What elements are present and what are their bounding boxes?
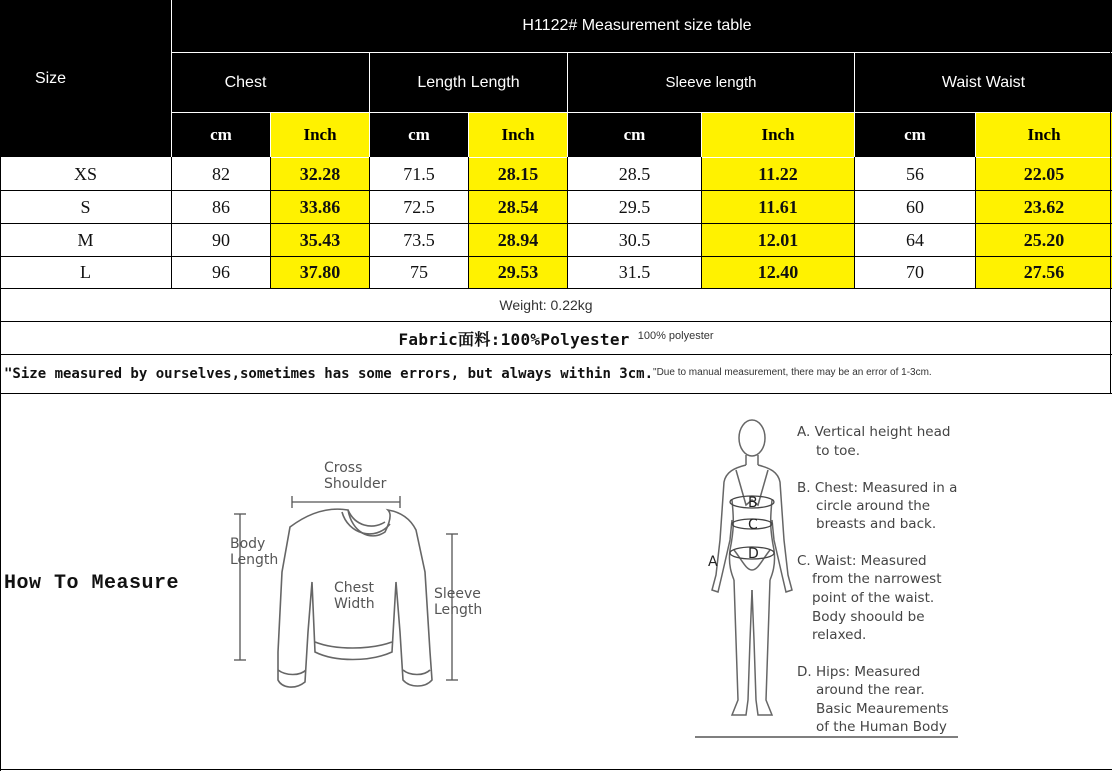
row-divider — [0, 393, 1112, 394]
instruction-d-4: of the Human Body — [816, 719, 947, 735]
garment-diagram — [220, 452, 520, 712]
label-sleeve: Sleeve — [434, 586, 481, 602]
table-cell: 90 — [212, 229, 230, 250]
table-cell: 29.53 — [497, 262, 539, 282]
table-cell: 11.22 — [758, 163, 798, 184]
instruction-c-4: Body shoould be — [812, 609, 925, 625]
group-label-waist: Waist Waist — [941, 73, 1026, 91]
instruction-d-2: around the rear. — [816, 682, 925, 698]
col-divider — [975, 157, 976, 289]
group-label-sleeve: Sleeve length — [665, 74, 757, 91]
group-label-chest: Chest — [224, 73, 267, 91]
row-divider — [0, 256, 1112, 257]
instruction-b-3: breasts and back. — [816, 516, 937, 532]
table-cell: 33.86 — [299, 196, 341, 217]
unit-inch-waist: Inch — [976, 113, 1112, 157]
col-divider — [854, 157, 855, 289]
body-diagram — [690, 410, 970, 740]
table-cell: 82 — [212, 163, 230, 184]
col-divider — [468, 157, 469, 289]
table-cell: 28.5 — [618, 163, 651, 184]
row-divider — [0, 190, 1112, 191]
size-note-small: "Due to manual measurement, there may be an error of 1-3cm. — [653, 366, 932, 378]
col-divider — [567, 157, 568, 289]
col-divider — [701, 157, 702, 289]
table-cell: 27.56 — [1023, 262, 1065, 282]
label-shoulder: Shoulder — [324, 476, 387, 492]
instruction-c-5: relaxed. — [812, 627, 867, 643]
unit-cm-sleeve: cm — [568, 113, 701, 157]
size-header-label: Size — [34, 69, 67, 87]
table-row-size: M — [77, 229, 94, 250]
table-cell: 71.5 — [403, 163, 435, 184]
table-title-cell — [172, 0, 1112, 52]
table-cell: 56 — [906, 163, 924, 184]
table-cell: 31.5 — [618, 262, 651, 282]
group-header-chest — [172, 53, 369, 112]
instruction-d-3: Basic Meaurements — [816, 701, 949, 717]
table-cell: 12.40 — [757, 262, 799, 282]
table-cell: 28.15 — [497, 163, 539, 184]
col-divider — [270, 157, 271, 289]
group-header-waist — [855, 53, 1112, 112]
table-cell: 35.43 — [299, 229, 341, 250]
table-cell: 25.20 — [1023, 229, 1065, 250]
unit-inch-length: Inch — [469, 113, 567, 157]
unit-inch-chest: Inch — [271, 113, 369, 157]
table-cell: 23.62 — [1023, 196, 1065, 217]
table-cell: 28.54 — [497, 196, 539, 217]
instruction-b-1: B. Chest: Measured in a — [797, 480, 958, 496]
table-row-size: XS — [73, 163, 97, 184]
unit-cm-length: cm — [370, 113, 468, 157]
table-cell: 12.01 — [757, 229, 799, 250]
table-cell: 28.94 — [497, 229, 539, 250]
instruction-c-1: C. Waist: Measured — [797, 553, 927, 569]
col-divider — [369, 157, 370, 289]
table-row-size: S — [80, 196, 91, 217]
instruction-a-2: to toe. — [816, 443, 860, 459]
instruction-a-1: A. Vertical height head — [797, 424, 951, 440]
table-cell: 64 — [906, 229, 924, 250]
fabric-text: Fabric面料:100%Polyester — [398, 329, 630, 349]
marker-c: C — [748, 517, 758, 533]
instruction-b-2: circle around the — [816, 498, 931, 514]
table-cell: 75 — [410, 262, 428, 282]
table-cell: 60 — [906, 196, 924, 217]
marker-d: D — [748, 546, 759, 562]
col-divider — [171, 157, 172, 289]
table-row-size: L — [80, 262, 91, 282]
row-divider — [0, 223, 1112, 224]
table-cell: 22.05 — [1023, 163, 1065, 184]
size-header-cell — [0, 0, 171, 157]
fabric-note: 100% polyester — [637, 330, 714, 342]
group-header-sleeve — [568, 53, 854, 112]
col-divider — [0, 157, 1, 289]
fabric-row — [0, 322, 1112, 354]
table-cell: 29.5 — [618, 196, 651, 217]
table-cell: 96 — [212, 262, 230, 282]
unit-cm-waist: cm — [855, 113, 975, 157]
label-chest: Chest — [334, 580, 375, 596]
unit-inch-sleeve: Inch — [702, 113, 854, 157]
weight-row — [0, 289, 1112, 321]
how-to-measure-title: How To Measure — [4, 572, 180, 595]
size-note-text: "Size measured by ourselves,sometimes has some errors, but always within 3cm. — [4, 366, 654, 382]
unit-cm-chest: cm — [172, 113, 270, 157]
label-sleeve-length: Length — [434, 602, 483, 618]
outer-border — [0, 769, 1112, 770]
table-cell: 37.80 — [299, 262, 341, 282]
label-length: Length — [230, 552, 279, 568]
table-cell: 86 — [212, 196, 230, 217]
weight-text: Weight: 0.22kg — [499, 297, 593, 313]
instruction-d-1: D. Hips: Measured — [797, 664, 921, 680]
marker-a: A — [708, 554, 718, 570]
label-width: Width — [334, 596, 375, 612]
marker-b: B — [748, 495, 758, 511]
table-cell: 32.28 — [299, 163, 341, 184]
size-note-row — [4, 355, 1110, 393]
instruction-c-3: point of the waist. — [812, 590, 935, 606]
group-header-length — [370, 53, 567, 112]
group-label-length: Length Length — [417, 73, 520, 91]
table-title: H1122# Measurement size table — [522, 17, 752, 34]
table-cell: 73.5 — [403, 229, 435, 250]
table-cell: 11.61 — [758, 196, 798, 217]
label-cross: Cross — [324, 460, 363, 476]
outer-border — [0, 289, 1, 771]
label-body: Body — [230, 536, 266, 552]
table-cell: 72.5 — [403, 196, 435, 217]
instruction-c-2: from the narrowest — [812, 571, 942, 587]
table-cell: 70 — [906, 262, 924, 282]
table-cell: 30.5 — [618, 229, 651, 250]
